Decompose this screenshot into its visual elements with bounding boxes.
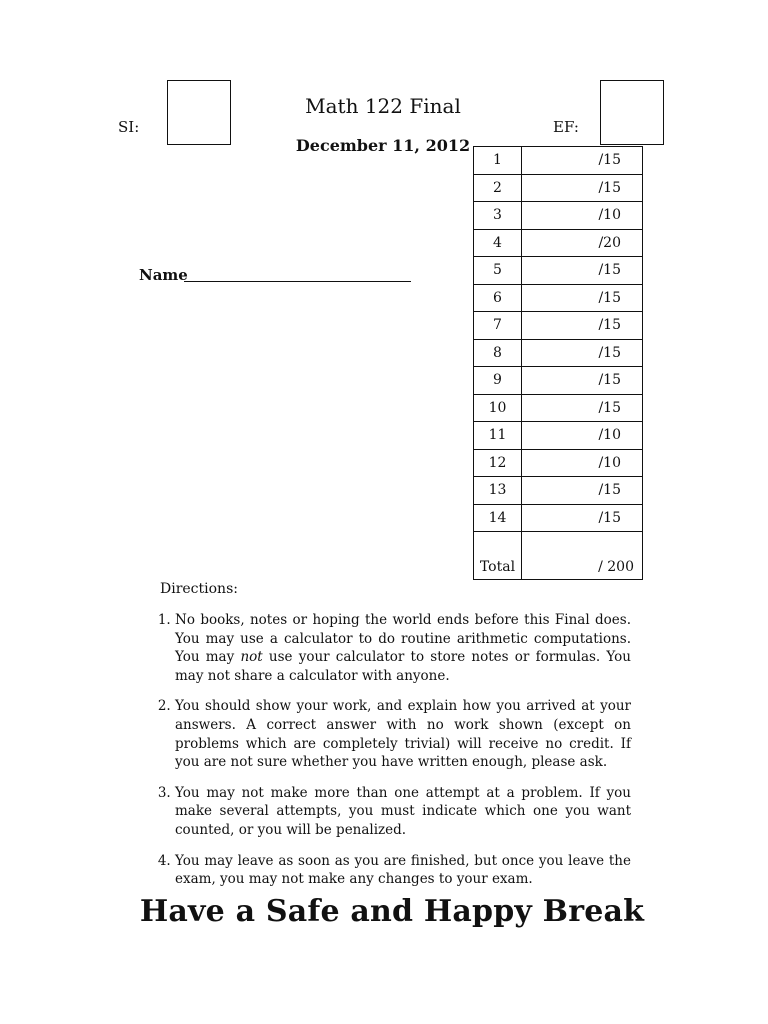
score-table xyxy=(473,146,643,580)
question-number: 12 xyxy=(474,449,522,477)
score-row xyxy=(474,367,643,395)
si-label: SI: xyxy=(118,118,140,136)
question-points[interactable]: /15 xyxy=(522,339,643,367)
score-row xyxy=(474,174,643,202)
total-label: Total xyxy=(474,532,522,580)
score-row xyxy=(474,147,643,175)
question-number: 7 xyxy=(474,312,522,340)
question-points[interactable]: /15 xyxy=(522,174,643,202)
direction-item xyxy=(175,852,631,889)
question-number: 5 xyxy=(474,257,522,285)
score-row xyxy=(474,202,643,230)
question-points[interactable]: /15 xyxy=(522,147,643,175)
direction-text: You may not make more than one attempt at a problem. If you make several attempts, you must indicate which one you want counted, or you will be penalized. xyxy=(175,784,631,838)
score-row xyxy=(474,477,643,505)
ef-label: EF: xyxy=(553,118,579,136)
direction-text: No books, notes or hoping the world ends before this Final does. You may use a calculator to do routine arithmetic computations. You may xyxy=(175,612,631,666)
score-row xyxy=(474,504,643,532)
question-number: 6 xyxy=(474,284,522,312)
ef-box[interactable] xyxy=(600,80,664,145)
score-row xyxy=(474,284,643,312)
score-row xyxy=(474,229,643,257)
score-row xyxy=(474,257,643,285)
name-field[interactable] xyxy=(184,281,411,282)
total-row xyxy=(474,532,643,580)
question-points[interactable]: /15 xyxy=(522,394,643,422)
question-points[interactable]: /15 xyxy=(522,504,643,532)
direction-text: use your calculator to store notes or formulas. You may not share a calculator with anyone. xyxy=(175,649,631,684)
score-row xyxy=(474,449,643,477)
direction-text: You may leave as soon as you are finished, but once you leave the exam, you may not make any changes to your exam. xyxy=(175,852,631,888)
direction-item xyxy=(175,697,631,771)
question-points[interactable]: /10 xyxy=(522,422,643,450)
footer-message: Have a Safe and Happy Break xyxy=(139,894,645,929)
question-number: 3 xyxy=(474,202,522,230)
score-row xyxy=(474,394,643,422)
name-label: Name xyxy=(139,266,188,284)
score-row xyxy=(474,339,643,367)
directions-ordered-list xyxy=(153,611,631,889)
total-points[interactable]: / 200 xyxy=(522,532,643,580)
score-table-body xyxy=(474,147,643,580)
exam-date: December 11, 2012 xyxy=(295,136,471,155)
question-points[interactable]: /10 xyxy=(522,449,643,477)
question-points[interactable]: /20 xyxy=(522,229,643,257)
question-number: 8 xyxy=(474,339,522,367)
direction-emphasis: not xyxy=(240,649,263,666)
question-number: 14 xyxy=(474,504,522,532)
direction-item xyxy=(175,611,631,685)
question-number: 9 xyxy=(474,367,522,395)
question-points[interactable]: /15 xyxy=(522,477,643,505)
direction-text: You should show your work, and explain how you arrived at your answers. A correct answer with no work shown (except on problems which are completely trivial) will receive no credit. If you are not sure whether you have written enough, please ask. xyxy=(175,698,631,771)
question-points[interactable]: /15 xyxy=(522,367,643,395)
question-points[interactable]: /15 xyxy=(522,257,643,285)
question-number: 11 xyxy=(474,422,522,450)
question-number: 13 xyxy=(474,477,522,505)
question-points[interactable]: /15 xyxy=(522,312,643,340)
exam-title: Math 122 Final xyxy=(305,94,461,118)
question-number: 1 xyxy=(474,147,522,175)
question-number: 4 xyxy=(474,229,522,257)
score-row xyxy=(474,422,643,450)
si-box[interactable] xyxy=(167,80,231,145)
score-row xyxy=(474,312,643,340)
question-number: 10 xyxy=(474,394,522,422)
question-points[interactable]: /15 xyxy=(522,284,643,312)
directions-heading: Directions: xyxy=(160,581,238,597)
question-number: 2 xyxy=(474,174,522,202)
directions-list xyxy=(153,611,631,901)
direction-item xyxy=(175,784,631,840)
question-points[interactable]: /10 xyxy=(522,202,643,230)
